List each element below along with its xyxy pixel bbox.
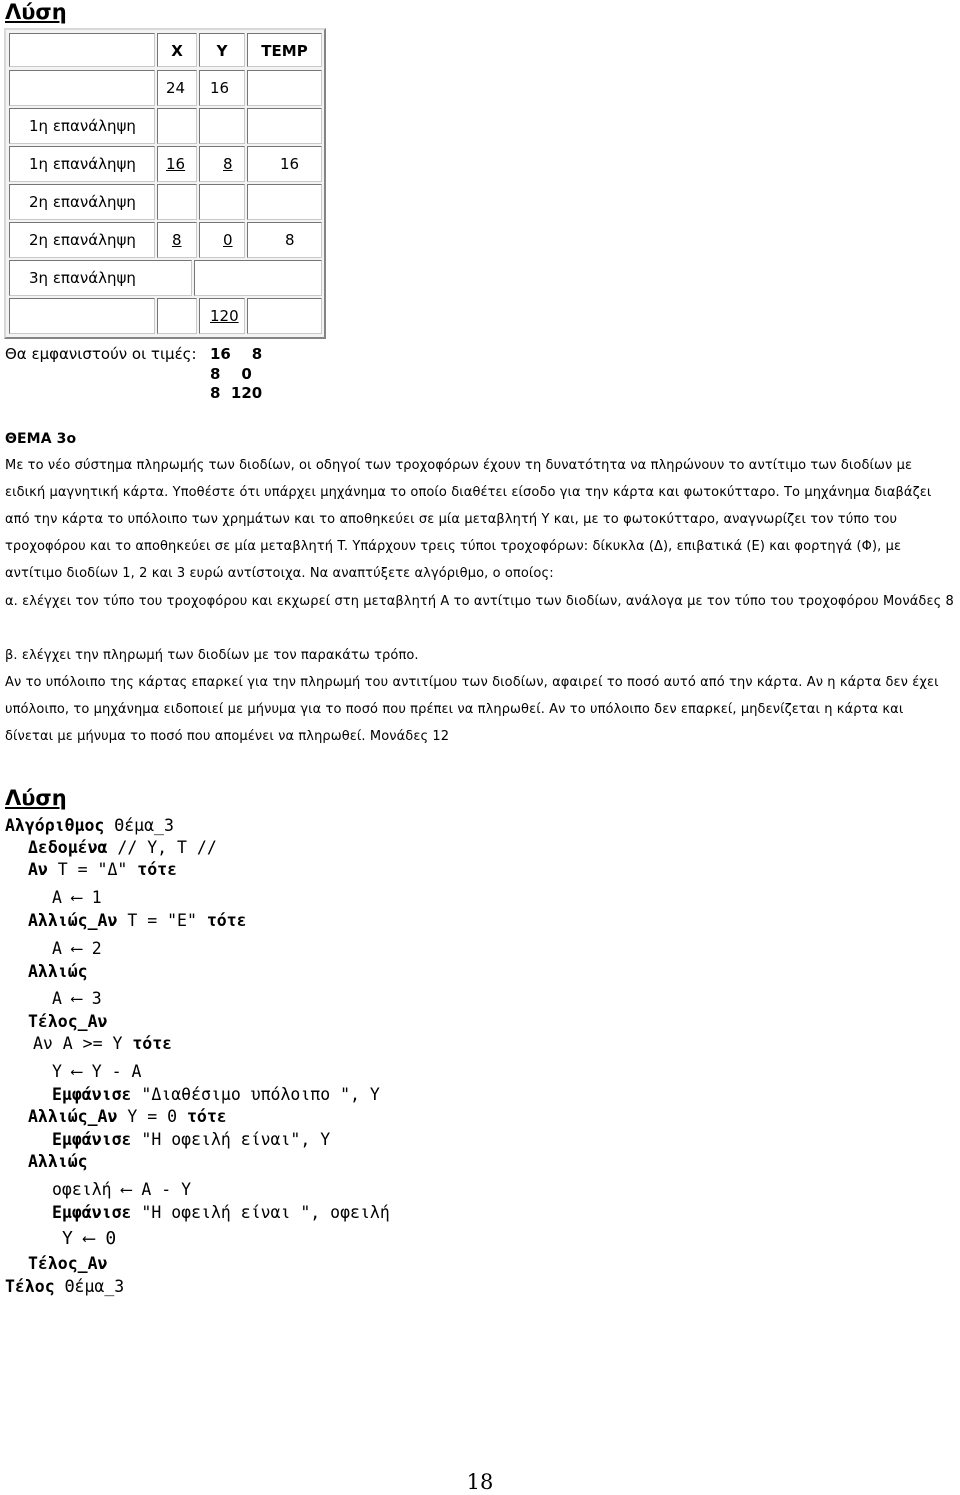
table-cell: 2η επανάληψη xyxy=(9,222,155,258)
code-line: Αν A >= Y τότε xyxy=(33,1034,173,1053)
output-values-line-2: 8 0 xyxy=(210,365,252,383)
code-line: Αλγόριθμος Θέμα_3 xyxy=(5,816,174,835)
code-line: Εμφάνισε "Διαθέσιμο υπόλοιπο ", Y xyxy=(52,1085,380,1104)
code-line: οφειλή ⟵ A - Y xyxy=(52,1180,192,1199)
code-line: Αλλιώς_Αν T = "E" τότε xyxy=(28,911,247,930)
output-values-label: Θα εμφανιστούν οι τιμές: xyxy=(5,345,197,363)
table-cell: 3η επανάληψη xyxy=(9,260,192,296)
solution-heading: Λύση xyxy=(5,786,67,810)
table-cell: 16 xyxy=(199,70,245,106)
code-line: Y ⟵ 0 xyxy=(62,1228,117,1249)
table-cell: 8 xyxy=(199,146,245,182)
code-line: A ⟵ 2 xyxy=(52,939,102,958)
task-part-b: β. ελέγχει την πληρωμή των διοδίων με τον παρακάτω τρόπο. xyxy=(5,648,419,663)
page-number: 18 xyxy=(466,1470,494,1494)
code-line: Y ⟵ Y - A xyxy=(52,1062,142,1081)
task-paragraph: Με το νέο σύστημα πληρωμής των διοδίων, οι οδηγοί των τροχοφόρων έχουν τη δυνατότητα να πληρώνουν το αντίτιμο των διοδίων με ειδική μαγνητική κάρτα. Υποθέστε ότι υπάρχει μηχάνημα το οποίο διαθέτει είσοδο για την κάρτα και φωτοκύτταρο. Το μηχάνημα διαβάζει από την κάρτα το υπόλοιπο των χρημάτων και το αποθηκεύει σε μία μεταβλητή Y και, με το φωτοκύτταρο, αναγνωρίζει τον τύπο του τροχοφόρου και το αποθηκεύει σε μία μεταβλητή T. Υπάρχουν τρεις τύποι τροχοφόρων: δίκυκλα (Δ), επιβατικά (Ε) και φορτηγά (Φ), με αντίτιμο διοδίων 1, 2 και 3 ευρώ αντίστοιχα. Να αναπτύξετε αλγόριθμο, ο οποίος: xyxy=(5,458,932,581)
table-header-cell: X xyxy=(157,33,197,67)
table-cell: 16 xyxy=(157,146,197,182)
table-cell: 1η επανάληψη xyxy=(9,146,155,182)
code-line: Τέλος_Αν xyxy=(28,1012,108,1031)
table-cell: 0 xyxy=(199,222,245,258)
task-part-a: α. ελέγχει τον τύπο του τροχοφόρου και εκχωρεί στη μεταβλητή Α το αντίτιμο των διοδίων, ανάλογα με τον τύπο του τροχοφόρου Μονάδες 8 xyxy=(5,594,954,609)
table-cell: 120 xyxy=(199,298,245,334)
code-line: A ⟵ 3 xyxy=(52,989,102,1008)
output-values-line-1: 16 8 xyxy=(210,345,263,363)
table-cell: 24 xyxy=(157,70,197,106)
task-title: ΘΕΜΑ 3ο xyxy=(5,431,77,447)
code-line: Εμφάνισε "Η οφειλή είναι ", οφειλή xyxy=(52,1203,390,1222)
output-values-line-3: 8 120 xyxy=(210,384,263,402)
code-line: Αλλιώς xyxy=(28,1152,88,1171)
algorithm-code xyxy=(5,0,955,1300)
code-line: Αλλιώς xyxy=(28,962,88,981)
table-cell: 1η επανάληψη xyxy=(9,108,155,144)
code-line: Δεδομένα // Y, T // xyxy=(28,838,217,857)
table-cell: 2η επανάληψη xyxy=(9,184,155,220)
task-part-b-details: Αν το υπόλοιπο της κάρτας επαρκεί για την πληρωμή του αντιτίμου των διοδίων, αφαιρεί το ποσό αυτό από την κάρτα. Αν η κάρτα δεν έχει υπόλοιπο, το μηχάνημα ειδοποιεί με μήνυμα για το ποσό που πρέπει να πληρωθεί. Αν το υπόλοιπο δεν επαρκεί, μηδενίζεται η κάρτα και δίνεται με μήνυμα το ποσό που απομένει να πληρωθεί. Μονάδες 12 xyxy=(5,675,939,744)
code-line: A ⟵ 1 xyxy=(52,888,102,907)
table-header-cell: TEMP xyxy=(247,33,322,67)
code-line: Τέλος_Αν xyxy=(28,1254,108,1273)
solution-heading: Λύση xyxy=(5,0,67,24)
table-header-cell: Y xyxy=(199,33,245,67)
table-cell: 16 xyxy=(247,146,322,182)
table-cell: 8 xyxy=(247,222,322,258)
table-cell: 8 xyxy=(157,222,197,258)
code-line: Εμφάνισε "Η οφειλή είναι", Y xyxy=(52,1130,331,1149)
code-line: Αν T = "Δ" τότε xyxy=(28,860,178,879)
code-line: Τέλος Θέμα_3 xyxy=(5,1277,125,1296)
code-line: Αλλιώς_Αν Y = 0 τότε xyxy=(28,1107,227,1126)
